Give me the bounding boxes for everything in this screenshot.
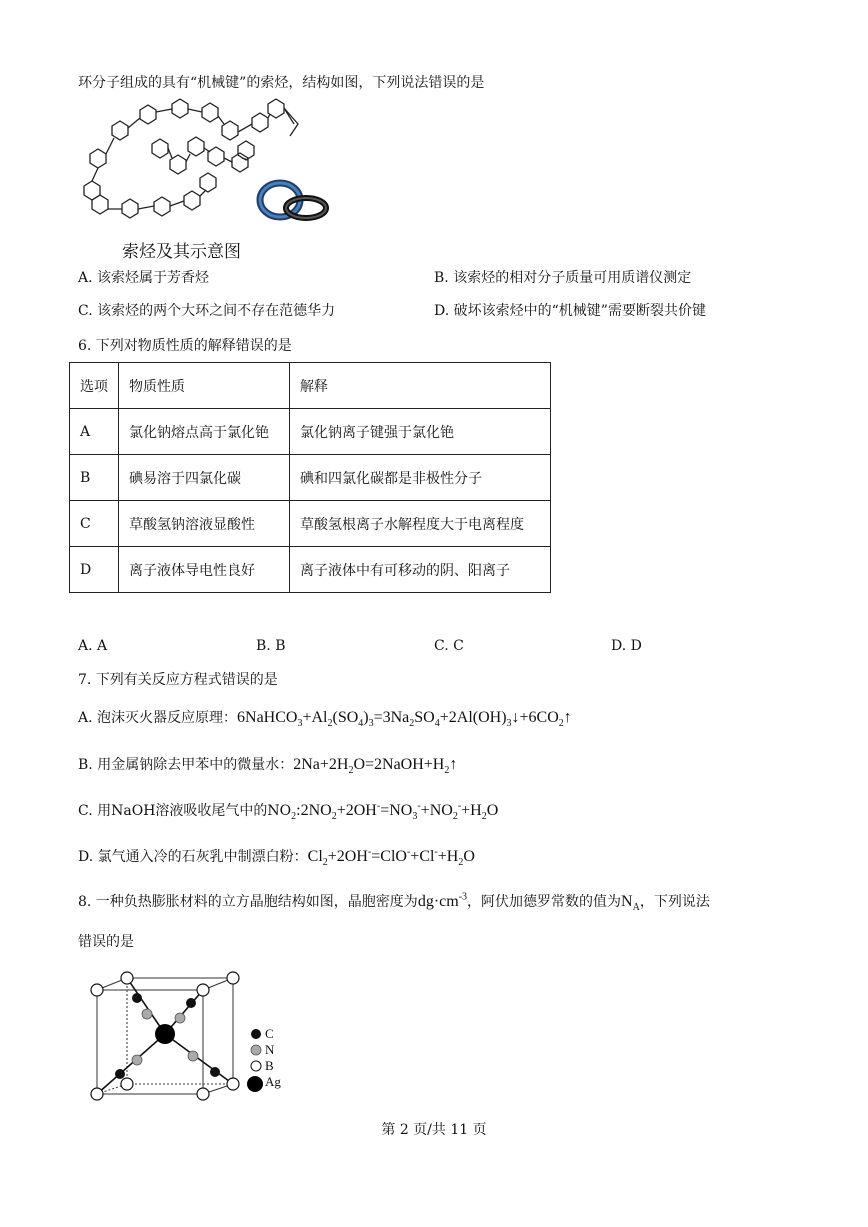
crystal-cell-figure xyxy=(85,968,300,1108)
catenane-structure-figure xyxy=(72,96,332,228)
q7-option-c: C. 用NaOH溶液吸收尾气中的$NO_2:2NO_2+2OH^-=NO_3^-+NO_2^-+H_2O$ xyxy=(78,800,499,823)
q6-option-c: C. C xyxy=(434,638,464,654)
table-header-cell: 物质性质 xyxy=(119,363,290,409)
table-row xyxy=(70,501,551,547)
table-cell: C xyxy=(70,501,119,547)
q5-option-c: C. 该索烃的两个大环之间不存在范德华力 xyxy=(78,303,336,319)
q6-option-a: A. A xyxy=(78,638,108,654)
table-cell: 碘和四氯化碳都是非极性分子 xyxy=(290,455,551,501)
q5-stem: 环分子组成的具有“机械键”的索烃，结构如图，下列说法错误的是 xyxy=(78,75,485,91)
table-cell: 离子液体中有可移动的阴、阳离子 xyxy=(290,547,551,593)
equation-c: $_2:2NO_2+2OH^-=NO_3^-+NO_2^-+H_2O$ xyxy=(291,800,499,823)
table-row xyxy=(70,409,551,455)
q5-option-d: D. 破坏该索烃中的“机械键”需要断裂共价键 xyxy=(434,303,706,319)
q7-stem: 7. 下列有关反应方程式错误的是 xyxy=(78,672,278,688)
equation-b: $2Na+2H_2O=2NaOH+H_2↑$ xyxy=(293,756,458,777)
table-cell: A xyxy=(70,409,119,455)
q7-option-b: B. 用金属钠除去甲苯中的微量水：$2Na+2H_2O=2NaOH+H_2↑$ xyxy=(78,756,458,777)
legend-label: C xyxy=(265,1026,274,1041)
legend-label: B xyxy=(265,1058,274,1073)
q6-option-d: D. D xyxy=(611,638,642,654)
table-row xyxy=(70,455,551,501)
equation-a: $6NaHCO_3+Al_2(SO_4)_3=3Na_2SO_4+2Al(OH)_3↓+6CO_2↑$ xyxy=(237,709,572,730)
legend-label: N xyxy=(265,1042,275,1057)
table-header-cell: 解释 xyxy=(290,363,551,409)
table-cell: 氯化钠离子键强于氯化铯 xyxy=(290,409,551,455)
q5-option-b: B. 该索烃的相对分子质量可用质谱仪测定 xyxy=(434,270,692,286)
table-header-row xyxy=(70,363,551,409)
table-row xyxy=(70,547,551,593)
table-cell: 离子液体导电性良好 xyxy=(119,547,290,593)
q5-option-a: A. 该索烃属于芳香烃 xyxy=(78,270,210,286)
table-cell: D xyxy=(70,547,119,593)
q8-stem-line2: 错误的是 xyxy=(78,934,134,950)
q6-table xyxy=(69,362,551,593)
q7-option-d: D. 氯气通入冷的石灰乳中制漂白粉：$Cl_2+2OH^-=ClO^-+Cl^-+H_2O$ xyxy=(78,846,475,869)
q6-option-b: B. B xyxy=(256,638,286,654)
avogadro-symbol: $N_A$ xyxy=(621,893,640,914)
page-footer: 第 2 页/共 11 页 xyxy=(381,1122,487,1138)
table-header-cell: 选项 xyxy=(70,363,119,409)
density-unit: $dg\cdot cm^{-3}$ xyxy=(417,891,468,910)
q7-option-a: A. 泡沫灭火器反应原理：$6NaHCO_3+Al_2(SO_4)_3=3Na_2SO_4+2Al(OH)_3↓+6CO_2↑$ xyxy=(78,709,572,730)
figure-caption: 索烃及其示意图 xyxy=(122,242,241,262)
equation-d: $Cl_2+2OH^-=ClO^-+Cl^-+H_2O$ xyxy=(307,846,475,869)
q8-stem-line1: 8. 一种负热膨胀材料的立方晶胞结构如图，晶胞密度为$dg\cdot cm^{-3}$，阿伏加德罗常数的值为$N_A$，下列说法 xyxy=(78,891,710,914)
table-cell: 氯化钠熔点高于氯化铯 xyxy=(119,409,290,455)
q6-stem: 6. 下列对物质性质的解释错误的是 xyxy=(78,338,292,354)
table-cell: 草酸氢根离子水解程度大于电离程度 xyxy=(290,501,551,547)
table-cell: B xyxy=(70,455,119,501)
table-cell: 草酸氢钠溶液显酸性 xyxy=(119,501,290,547)
table-cell: 碘易溶于四氯化碳 xyxy=(119,455,290,501)
legend xyxy=(247,1026,281,1092)
legend-label: Ag xyxy=(265,1074,281,1089)
